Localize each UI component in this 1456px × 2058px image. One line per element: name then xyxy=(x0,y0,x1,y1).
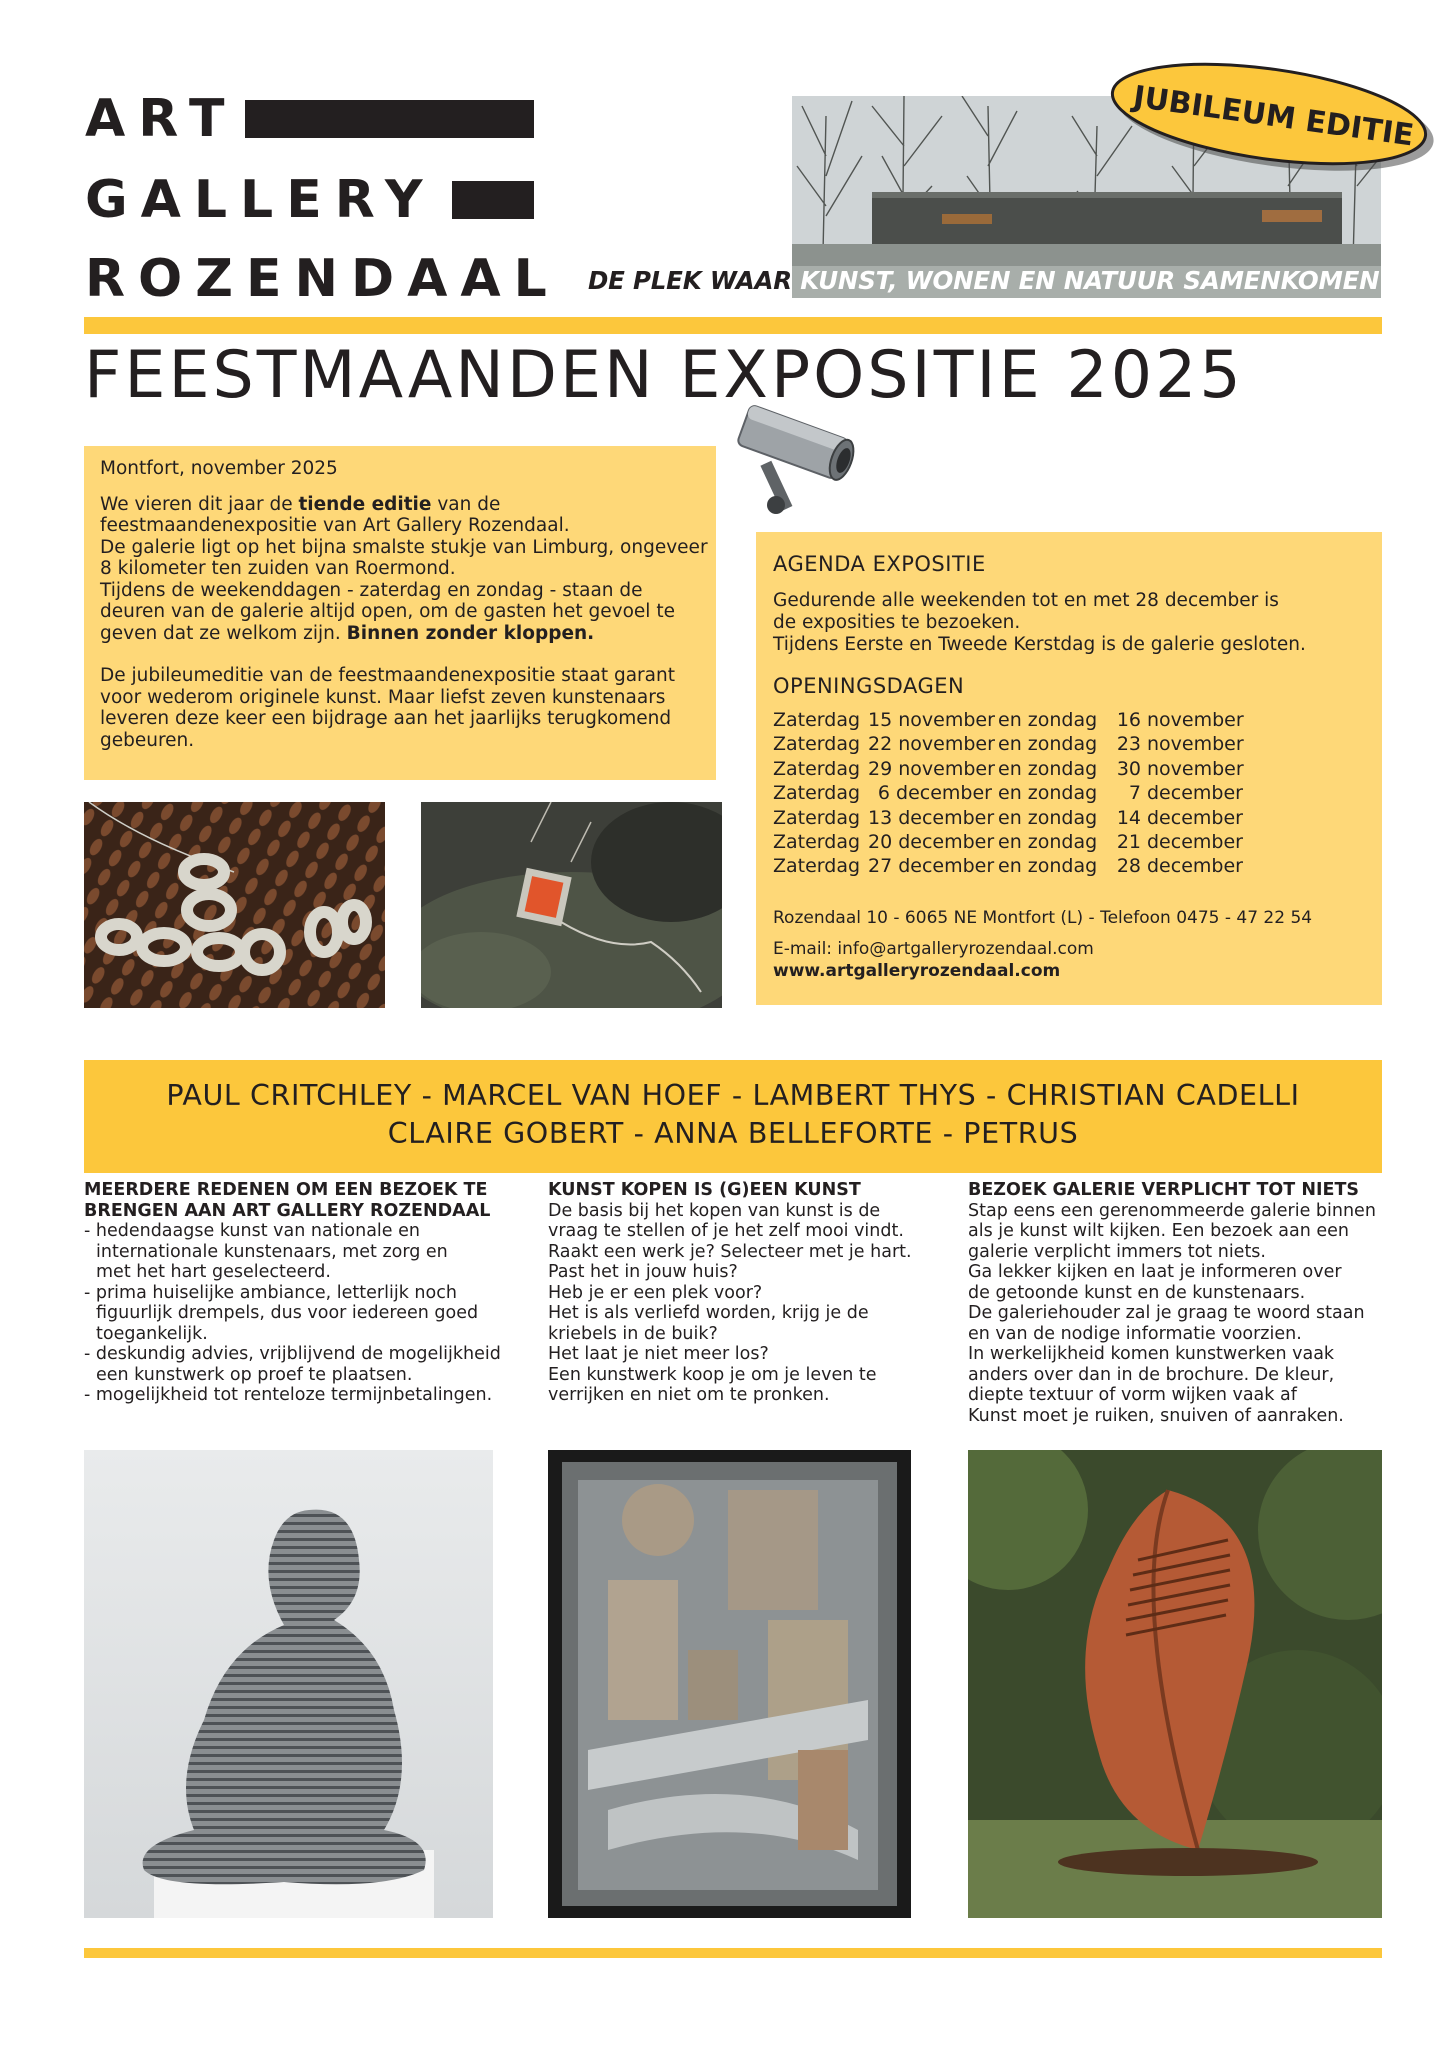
schedule-sunday-month: december xyxy=(1147,831,1243,854)
logo-word-art: ART xyxy=(85,89,238,149)
schedule-saturday-date: 20 december xyxy=(868,831,995,854)
schedule-day: Zaterdag xyxy=(773,782,861,805)
visit-gallery-line: Kunst moet je ruiken, snuiven of aanraken. xyxy=(968,1405,1344,1426)
schedule-sunday-label: en zondag xyxy=(998,831,1098,854)
logo-line-art xyxy=(85,89,238,149)
buying-art-line: Het is als verliefd worden, krijg je de xyxy=(548,1303,869,1323)
schedule-row xyxy=(773,757,1373,781)
schedule-saturday-date: 29 november xyxy=(868,757,995,780)
agenda-email: E-mail: info@artgalleryrozendaal.com xyxy=(773,938,1094,959)
openings-heading: OPENINGSDAGEN xyxy=(773,674,965,698)
visit-gallery-line: De galeriehouder zal je graag te woord staan xyxy=(968,1303,1365,1323)
buying-art-text xyxy=(548,1201,968,1406)
agenda-line-2: de exposities te bezoeken. xyxy=(773,612,1021,633)
sculpture-photo-corten-spiral xyxy=(968,1450,1382,1918)
intro-paragraph-3 xyxy=(100,580,710,645)
schedule-sunday-month: november xyxy=(1147,757,1244,780)
schedule-day: Zaterdag xyxy=(773,855,861,878)
schedule-saturday-date: 6 december xyxy=(877,782,992,805)
schedule-sunday-day: 14 xyxy=(1116,806,1141,829)
intro-p1-bold: tiende editie xyxy=(298,493,432,515)
schedule-row xyxy=(773,830,1373,854)
agenda-address: Rozendaal 10 - 6065 NE Montfort (L) - Telefoon 0475 - 47 22 54 xyxy=(773,907,1313,928)
schedule-sunday-month: november xyxy=(1147,733,1244,756)
reasons-list-line: een kunstwerk op proef te plaatsen. xyxy=(96,1364,413,1385)
reasons-list-line: - prima huiselijke ambiance, letterlijk noch xyxy=(84,1282,457,1303)
schedule-sunday-day: 30 xyxy=(1116,757,1141,780)
reasons-list xyxy=(84,1221,504,1406)
schedule-sunday-month: november xyxy=(1147,709,1244,731)
agenda-website: www.artgalleryrozendaal.com xyxy=(773,960,1061,981)
schedule-sunday-day: 28 xyxy=(1116,855,1141,878)
reasons-list-line: - mogelijkheid tot renteloze termijnbetalingen. xyxy=(84,1385,493,1405)
schedule-row xyxy=(773,732,1373,756)
schedule-saturday-date: 15 november xyxy=(868,709,995,731)
schedule-sunday-day: 16 xyxy=(1116,709,1141,731)
jewelry-photo-2 xyxy=(421,802,722,1008)
buying-art-line: vraag te stellen of je het zelf mooi vindt. xyxy=(548,1221,904,1241)
page-title: FEESTMAANDEN EXPOSITIE 2025 xyxy=(84,338,1244,413)
schedule-day: Zaterdag xyxy=(773,709,861,731)
visit-gallery-line: diepte textuur of vorm wijken vaak af xyxy=(968,1385,1297,1405)
schedule-row xyxy=(773,854,1373,878)
visit-gallery-line: Stap eens een gerenommeerde galerie binnen xyxy=(968,1200,1376,1221)
reasons-list-line: internationale kunstenaars, met zorg en xyxy=(96,1241,448,1262)
reasons-list-line: - hedendaagse kunst van nationale en xyxy=(84,1221,420,1241)
intro-p3-bold: Binnen zonder kloppen. xyxy=(346,622,595,644)
buying-art-line: verrijken en niet om te pronken. xyxy=(548,1385,830,1405)
schedule-saturday-date: 13 december xyxy=(868,806,995,829)
schedule-day: Zaterdag xyxy=(773,806,861,829)
security-camera-icon xyxy=(718,405,868,517)
agenda-line-1: Gedurende alle weekenden tot en met 28 december is xyxy=(773,590,1279,611)
openings-schedule xyxy=(773,708,1373,879)
jubileum-badge xyxy=(1105,60,1441,174)
logo-line-gallery xyxy=(85,170,436,230)
schedule-sunday-month: december xyxy=(1147,782,1243,805)
buying-art-line: De basis bij het kopen van kunst is de xyxy=(548,1200,881,1221)
logo-bar-1 xyxy=(245,100,534,138)
artists-line-1: PAUL CRITCHLEY - MARCEL VAN HOEF - LAMBERT THYS - CHRISTIAN CADELLI xyxy=(166,1079,1300,1112)
logo-bar-2 xyxy=(452,181,534,219)
top-divider xyxy=(84,317,1382,334)
schedule-day: Zaterdag xyxy=(773,757,861,780)
schedule-sunday-label: en zondag xyxy=(998,733,1098,756)
logo-line-rozendaal xyxy=(85,249,560,309)
visit-gallery-line: Ga lekker kijken en laat je informeren over xyxy=(968,1262,1342,1282)
schedule-day: Zaterdag xyxy=(773,733,861,756)
reasons-list-line: toegankelijk. xyxy=(96,1323,208,1344)
schedule-row xyxy=(773,806,1373,830)
schedule-sunday-day: 23 xyxy=(1116,733,1141,756)
buying-art-line: Past het in jouw huis? xyxy=(548,1262,738,1282)
reasons-heading-1: MEERDERE REDENEN OM EEN BEZOEK TE xyxy=(84,1180,488,1200)
agenda-line-3: Tijdens Eerste en Tweede Kerstdag is de galerie gesloten. xyxy=(773,634,1306,655)
agenda-contact xyxy=(773,938,1373,982)
visit-gallery-column xyxy=(968,1180,1388,1426)
logo-word-gallery: GALLERY xyxy=(85,170,436,230)
buying-art-line: Heb je er een plek voor? xyxy=(548,1282,763,1303)
schedule-day: Zaterdag xyxy=(773,831,861,854)
artists-banner xyxy=(84,1060,1382,1173)
buying-art-heading: KUNST KOPEN IS (G)EEN KUNST xyxy=(548,1180,861,1200)
logo-word-rozendaal: ROZENDAAL xyxy=(85,249,560,309)
schedule-sunday-label: en zondag xyxy=(998,806,1098,829)
schedule-sunday-label: en zondag xyxy=(998,709,1098,731)
visit-gallery-line: anders over dan in de brochure. De kleur, xyxy=(968,1364,1335,1385)
bottom-divider xyxy=(84,1948,1382,1958)
tagline-part-2: KUNST, WONEN EN NATUUR SAMENKOMEN xyxy=(800,266,1380,295)
schedule-saturday-date: 22 november xyxy=(868,733,995,756)
schedule-sunday-label: en zondag xyxy=(998,782,1098,805)
buying-art-line: Het laat je niet meer los? xyxy=(548,1344,769,1364)
intro-paragraph-1 xyxy=(100,494,710,537)
intro-p3-text: Tijdens de weekenddagen - zaterdag en zondag - staan de deuren van de galerie altijd open, om de gasten het gevoel te geven dat ze welkom zijn. xyxy=(100,579,675,644)
buying-art-column xyxy=(548,1180,968,1406)
reasons-list-line: - deskundig advies, vrijblijvend de mogelijkheid xyxy=(84,1344,501,1364)
buying-art-line: Een kunstwerk koop je om je leven te xyxy=(548,1364,877,1385)
reasons-list-line: figuurlijk drempels, dus voor iedereen goed xyxy=(96,1303,479,1323)
visit-gallery-line: galerie verplicht immers tot niets. xyxy=(968,1241,1266,1262)
schedule-sunday-label: en zondag xyxy=(998,757,1098,780)
painting-photo-fantasy-city xyxy=(548,1450,911,1918)
reasons-column xyxy=(84,1180,504,1406)
schedule-sunday-month: december xyxy=(1147,855,1243,878)
schedule-sunday-day: 21 xyxy=(1116,831,1141,854)
artists-line-2: CLAIRE GOBERT - ANNA BELLEFORTE - PETRUS xyxy=(387,1117,1079,1150)
intro-p1-text: We vieren dit jaar de xyxy=(100,493,299,515)
tagline xyxy=(588,266,1379,295)
reasons-heading-2: BRENGEN AAN ART GALLERY ROZENDAAL xyxy=(84,1200,491,1221)
visit-gallery-line: In werkelijkheid komen kunstwerken vaak xyxy=(968,1344,1335,1364)
intro-paragraph-2: De galerie ligt op het bijna smalste stukje van Limburg, ongeveer 8 kilometer ten zuiden van Roermond. xyxy=(100,536,708,579)
schedule-sunday-day: 7 xyxy=(1128,782,1141,805)
intro-box xyxy=(84,446,716,780)
reasons-list-line: met het hart geselecteerd. xyxy=(96,1262,331,1282)
visit-gallery-line: en van de nodige informatie voorzien. xyxy=(968,1323,1302,1344)
intro-p1-text-2: van de feestmaandenexpositie van Art Gallery Rozendaal. xyxy=(100,493,570,536)
schedule-row xyxy=(773,708,1373,732)
buying-art-line: Raakt een werk je? Selecteer met je hart. xyxy=(548,1241,912,1262)
intro-paragraph-4: De jubileumeditie van de feestmaandenexpositie staat garant voor wederom originele kunst. Maar liefst zeven kunstenaars leveren deze keer een bijdrage aan het jaarlijks terugkomend gebeuren. xyxy=(100,665,675,751)
jewelry-photo-1 xyxy=(84,802,385,1008)
badge-text: JUBILEUM EDITIE xyxy=(1131,79,1416,154)
visit-gallery-heading: BEZOEK GALERIE VERPLICHT TOT NIETS xyxy=(968,1180,1359,1200)
schedule-row xyxy=(773,781,1373,805)
visit-gallery-line: als je kunst wilt kijken. Een bezoek aan een xyxy=(968,1221,1350,1241)
tagline-part-1: DE PLEK WAAR xyxy=(588,266,801,295)
schedule-sunday-month: december xyxy=(1147,806,1243,829)
sculpture-photo-seated-figure xyxy=(84,1450,493,1918)
agenda-heading: AGENDA EXPOSITIE xyxy=(773,552,986,576)
visit-gallery-line: de getoonde kunst en de kunstenaars. xyxy=(968,1282,1306,1303)
intro-date: Montfort, november 2025 xyxy=(100,458,338,479)
buying-art-line: kriebels in de buik? xyxy=(548,1323,718,1344)
agenda-box xyxy=(756,532,1382,1005)
visit-gallery-text xyxy=(968,1201,1388,1427)
schedule-sunday-label: en zondag xyxy=(998,855,1098,878)
schedule-saturday-date: 27 december xyxy=(868,855,995,878)
